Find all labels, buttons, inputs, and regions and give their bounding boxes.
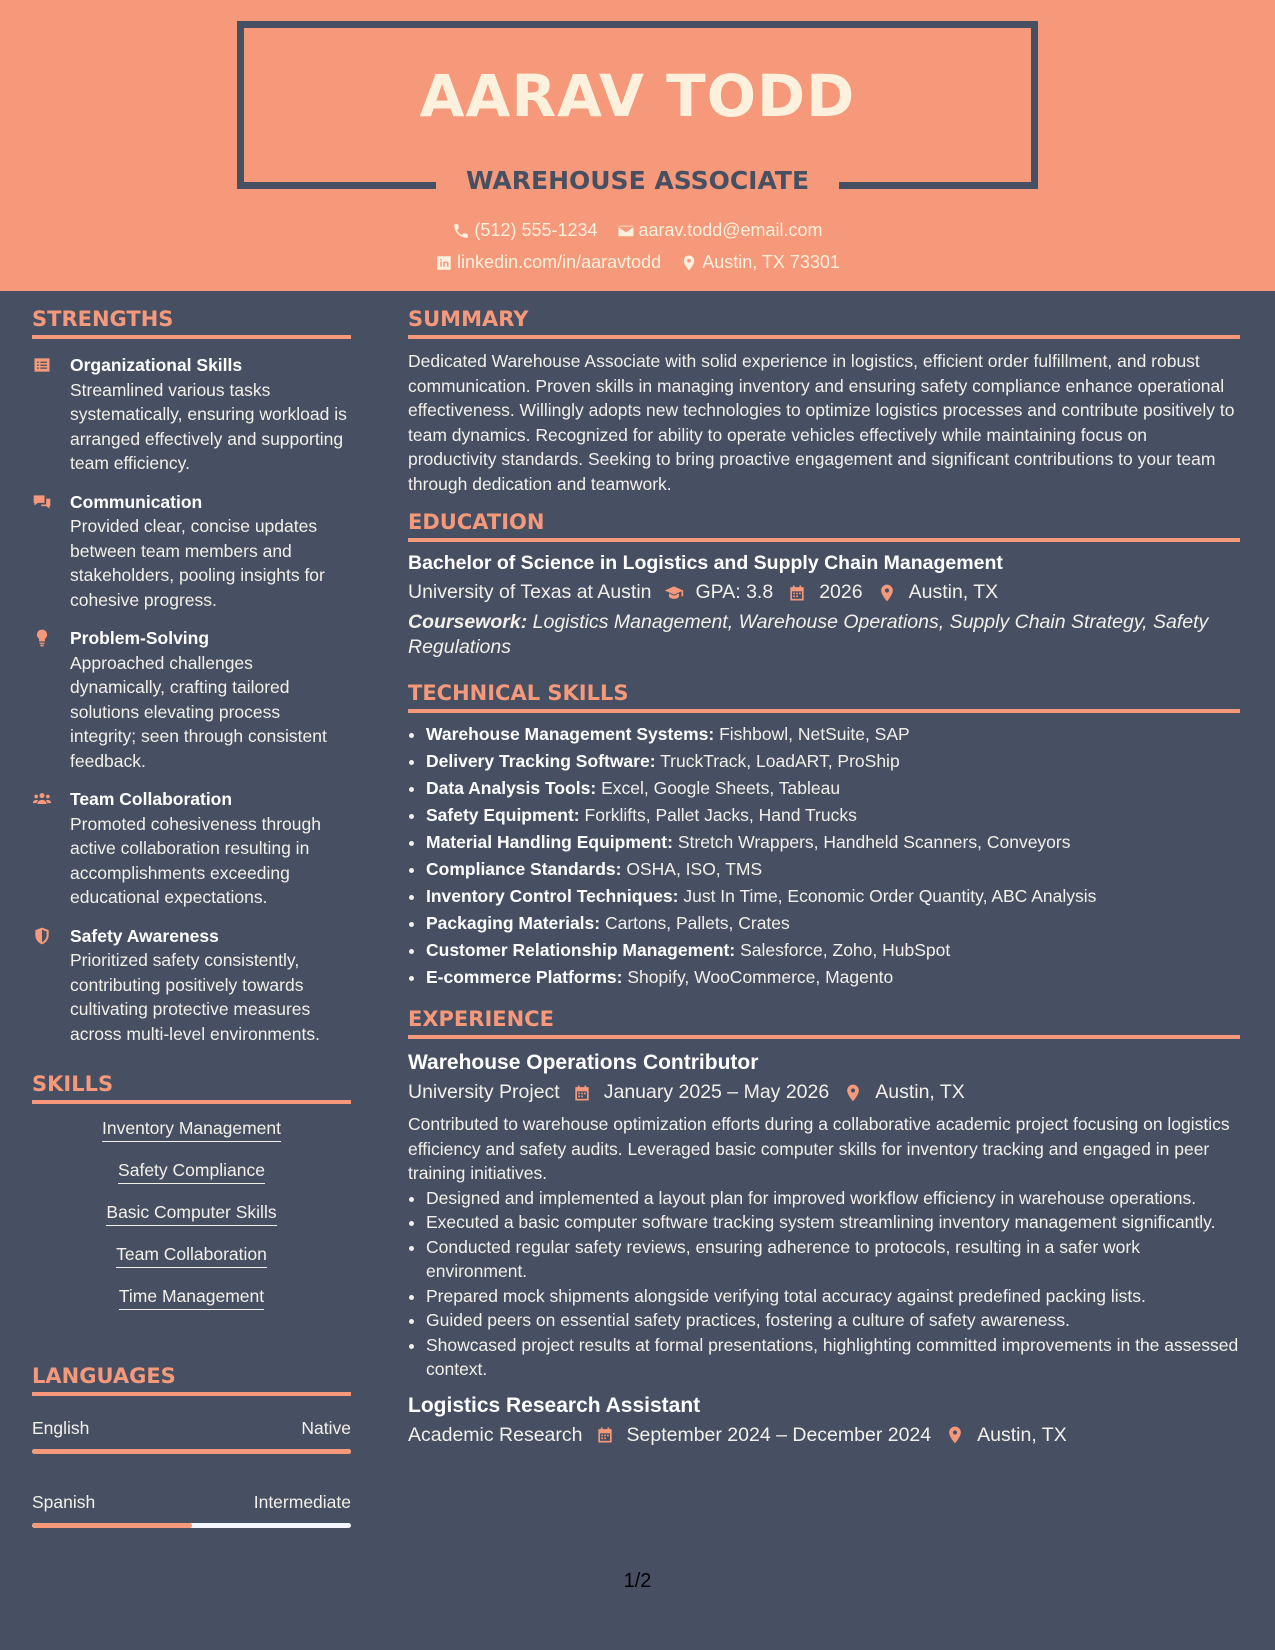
email-contact[interactable] bbox=[617, 220, 823, 241]
language-level: Intermediate bbox=[253, 1492, 351, 1512]
technical-skills-list bbox=[408, 721, 1240, 991]
list-item: • Safety Equipment: Forklifts, Pallet Jacks, Hand Trucks bbox=[426, 802, 1240, 829]
envelope-icon bbox=[617, 222, 635, 240]
job-summary: Contributed to warehouse optimization efforts during a collaborative academic project focusing on logistics efficiency and safety audits. Leveraged basic computer skills for inventory tracking and engaged in peer training initiatives. bbox=[408, 1114, 1230, 1183]
strengths-title: STRENGTHS bbox=[32, 307, 351, 339]
skill-tag: Basic Computer Skills bbox=[106, 1202, 276, 1226]
language-name: English bbox=[32, 1418, 90, 1438]
strength-title: Problem-Solving bbox=[70, 628, 210, 648]
job-location: Austin, TX bbox=[977, 1423, 1067, 1446]
strength-text: Streamlined various tasks systematically, ensuring workload is arranged effectively and supporting team efficiency. bbox=[70, 379, 347, 473]
strength-item bbox=[32, 787, 351, 910]
job-meta bbox=[408, 1081, 1240, 1104]
job-dates: September 2024 – December 2024 bbox=[626, 1423, 932, 1446]
summary-text: Dedicated Warehouse Associate with solid experience in logistics, efficient order fulfillment, and robust communication. Proven skills in managing inventory and ensuring safety compliance enhance operational effectiveness. Willingly adopts new technologies to optimize logistics processes and contribute positively to team dynamics. Recognized for ability to operate vehicles effectively while maintaining focus on productivity standards. Seeking to bring proactive engagement and significant contributions to your team through dedication and teamwork. bbox=[408, 351, 1235, 494]
strength-title: Communication bbox=[70, 491, 203, 512]
skill-tag: Team Collaboration bbox=[116, 1244, 267, 1268]
summary-title: SUMMARY bbox=[408, 307, 1240, 339]
list-item: • Prepared mock shipments alongside verifying total accuracy against predefined packing lists. bbox=[426, 1284, 1240, 1309]
list-item: • Delivery Tracking Software: TruckTrack, LoadART, ProShip bbox=[426, 748, 1240, 775]
calendar-icon bbox=[787, 583, 807, 603]
phone-text: (512) 555-1234 bbox=[474, 220, 598, 240]
skills-list bbox=[32, 1118, 351, 1328]
list-item: • Guided peers on essential safety practices, fostering a culture of safety awareness. bbox=[426, 1308, 1240, 1333]
education-title: EDUCATION bbox=[408, 510, 1240, 542]
right-column bbox=[408, 291, 1240, 1447]
skills-title: SKILLS bbox=[32, 1072, 351, 1104]
language-bar bbox=[32, 1449, 351, 1454]
skill-tag: Safety Compliance bbox=[118, 1160, 265, 1184]
map-pin-icon bbox=[945, 1425, 965, 1445]
education-location: Austin, TX bbox=[908, 581, 999, 603]
phone-icon bbox=[452, 222, 470, 240]
resume-header bbox=[0, 0, 1275, 291]
strength-text: Provided clear, concise updates between team members and stakeholders, pooling insights for cohesive progress. bbox=[70, 516, 325, 610]
gpa-text: GPA: 3.8 bbox=[695, 581, 774, 603]
strength-text: Approached challenges dynamically, crafting tailored solutions elevating process integrity; seen through consistent feedback. bbox=[70, 652, 327, 771]
strength-item bbox=[32, 626, 351, 773]
list-item: • Executed a basic computer software tracking system streamlining inventory management significantly. bbox=[426, 1210, 1240, 1235]
job-title: Logistics Research Assistant bbox=[408, 1393, 701, 1417]
language-bar-fill bbox=[32, 1449, 351, 1454]
job-location: Austin, TX bbox=[875, 1081, 965, 1103]
linkedin-text: linkedin.com/in/aaravtodd bbox=[457, 252, 662, 272]
users-icon bbox=[32, 789, 52, 809]
job-org: University Project bbox=[408, 1081, 560, 1103]
linkedin-icon bbox=[435, 254, 453, 272]
job-dates: January 2025 – May 2026 bbox=[603, 1081, 830, 1103]
degree-title: Bachelor of Science in Logistics and Supply Chain Management bbox=[408, 552, 1003, 574]
list-item: • Packaging Materials: Cartons, Pallets, Crates bbox=[426, 910, 1240, 937]
school-name: University of Texas at Austin bbox=[408, 581, 652, 603]
email-text: aarav.todd@email.com bbox=[638, 220, 823, 240]
map-pin-icon bbox=[680, 254, 698, 272]
shield-icon bbox=[32, 926, 52, 946]
language-bar-fill bbox=[32, 1523, 192, 1528]
languages-title: LANGUAGES bbox=[32, 1364, 351, 1396]
list-icon bbox=[32, 355, 52, 375]
list-item: • Customer Relationship Management: Salesforce, Zoho, HubSpot bbox=[426, 937, 1240, 964]
job-meta bbox=[408, 1424, 1240, 1447]
strength-text: Promoted cohesiveness through active collaboration resulting in accomplishments exceeding educational expectations. bbox=[70, 813, 321, 907]
linkedin-contact[interactable] bbox=[435, 252, 661, 273]
lightbulb-icon bbox=[32, 628, 52, 648]
list-item: • Data Analysis Tools: Excel, Google Sheets, Tableau bbox=[426, 775, 1240, 802]
list-item: • Designed and implemented a layout plan for improved workflow efficiency in warehouse operations. bbox=[426, 1186, 1240, 1211]
page-number: 1/2 bbox=[623, 1570, 652, 1592]
phone-contact[interactable] bbox=[452, 220, 597, 241]
strength-title: Organizational Skills bbox=[70, 355, 243, 375]
coursework bbox=[408, 610, 1240, 659]
calendar-icon bbox=[572, 1083, 592, 1103]
contact-row-1 bbox=[0, 220, 1275, 245]
list-item: • E-commerce Platforms: Shopify, WooCommerce, Magento bbox=[426, 964, 1240, 991]
graduation-year: 2026 bbox=[819, 581, 863, 603]
job-bullets bbox=[408, 1186, 1240, 1382]
strength-title: Safety Awareness bbox=[70, 925, 219, 946]
candidate-name: AARAV TODD bbox=[419, 62, 856, 130]
list-item: • Conducted regular safety reviews, ensuring adherence to protocols, resulting in a safer work environment. bbox=[426, 1235, 1240, 1284]
list-item: • Warehouse Management Systems: Fishbowl, NetSuite, SAP bbox=[426, 721, 1240, 748]
job-org: Academic Research bbox=[408, 1423, 583, 1446]
language-item bbox=[32, 1492, 351, 1528]
list-item: • Compliance Standards: OSHA, ISO, TMS bbox=[426, 856, 1240, 883]
coursework-list: Logistics Management, Warehouse Operations, Supply Chain Strategy, Safety Regulations bbox=[408, 611, 1209, 658]
strength-title: Team Collaboration bbox=[70, 789, 233, 809]
skill-tag: Inventory Management bbox=[102, 1118, 281, 1142]
graduation-cap-icon bbox=[664, 583, 684, 603]
chat-icon bbox=[32, 492, 52, 512]
coursework-label: Coursework: bbox=[408, 611, 528, 633]
list-item: • Showcased project results at formal presentations, highlighting committed improvements in the assessed context. bbox=[426, 1333, 1240, 1382]
candidate-role: WAREHOUSE ASSOCIATE bbox=[465, 166, 810, 195]
location-text: Austin, TX 73301 bbox=[702, 252, 840, 272]
calendar-icon bbox=[595, 1425, 615, 1445]
list-item: • Material Handling Equipment: Stretch Wrappers, Handheld Scanners, Conveyors bbox=[426, 829, 1240, 856]
left-column bbox=[32, 291, 351, 1528]
strength-text: Prioritized safety consistently, contributing positively towards cultivating protective measures across multi-level environments. bbox=[70, 950, 320, 1044]
map-pin-icon bbox=[877, 583, 897, 603]
education-meta bbox=[408, 581, 1240, 604]
map-pin-icon bbox=[843, 1083, 863, 1103]
language-bar bbox=[32, 1523, 351, 1528]
strength-item bbox=[32, 490, 351, 613]
language-item bbox=[32, 1418, 351, 1454]
strength-item bbox=[32, 924, 351, 1047]
job-title: Warehouse Operations Contributor bbox=[408, 1051, 759, 1074]
language-level: Native bbox=[301, 1418, 351, 1438]
technical-skills-title: TECHNICAL SKILLS bbox=[408, 681, 1240, 713]
language-name: Spanish bbox=[32, 1492, 96, 1512]
location-contact bbox=[680, 252, 840, 273]
contact-row-2 bbox=[0, 252, 1275, 277]
experience-title: EXPERIENCE bbox=[408, 1007, 1240, 1039]
strength-item bbox=[32, 353, 351, 476]
skill-tag: Time Management bbox=[119, 1286, 264, 1310]
list-item: • Inventory Control Techniques: Just In Time, Economic Order Quantity, ABC Analysis bbox=[426, 883, 1240, 910]
